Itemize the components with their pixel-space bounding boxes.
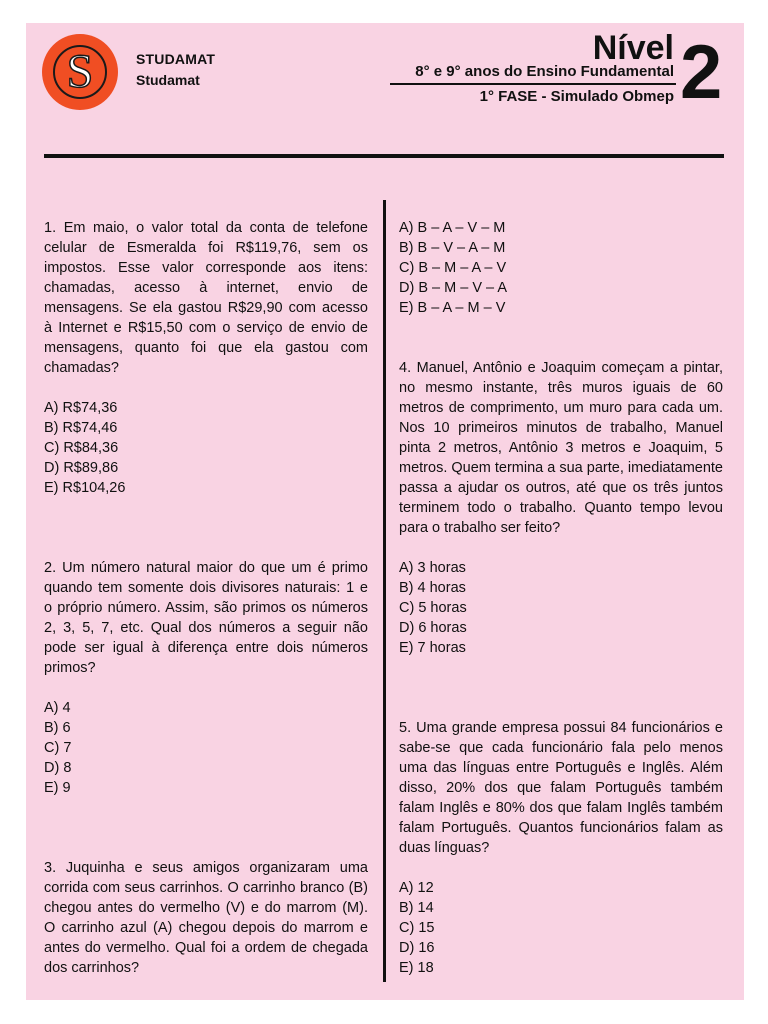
option-b: B) 4 horas: [399, 580, 466, 596]
header-rule: [390, 83, 676, 85]
question-1: [44, 218, 368, 498]
option-a: A) 4: [44, 700, 71, 716]
option-e: E) 9: [44, 780, 71, 796]
option-a: A) R$74,36: [44, 400, 118, 416]
option-e: E) 7 horas: [399, 640, 466, 656]
option-d: D) 16: [399, 940, 435, 956]
option-b: B) 6: [44, 720, 71, 736]
option-d: D) 8: [44, 760, 72, 776]
question-text: 5. Uma grande empresa possui 84 funcionários e sabe-se que cada funcionário fala pelo menos uma das línguas entre Português e Inglês. Além disso, 20% dos que falam Português também falam Inglês e 80% dos que falam Inglês também falam Português. Quantos funcionários falam as duas línguas?: [399, 720, 723, 856]
column-divider: [383, 200, 386, 982]
option-b: B) 14: [399, 900, 434, 916]
answer-options: [44, 398, 368, 498]
option-b: B) B – V – A – M: [399, 240, 506, 256]
option-e: E) R$104,26: [44, 480, 126, 496]
question-text: 1. Em maio, o valor total da conta de telefone celular de Esmeralda foi R$119,76, sem os impostos. Esse valor corresponde aos itens: chamadas, acesso à internet, envio de mensagens. Se ela gastou R$29,90 com acesso à Internet e R$15,50 com o serviço de envio de mensagens, quanto foi que ela gastou com chamadas?: [44, 220, 368, 376]
option-a: A) B – A – V – M: [399, 220, 506, 236]
level-title: Nível: [592, 29, 674, 67]
question-text: 3. Juquinha e seus amigos organizaram uma corrida com seus carrinhos. O carrinho branco (B) chegou antes do vermelho (V) e do marrom (M). O carrinho azul (A) chegou depois do marrom e antes do vermelho. Qual foi a ordem de chegada dos carrinhos?: [44, 860, 368, 976]
question-3: [44, 858, 368, 978]
phase-line: 1° FASE - Simulado Obmep: [479, 88, 674, 105]
studamat-logo: [42, 34, 118, 110]
question-5: [399, 718, 723, 978]
right-column: [399, 218, 723, 978]
header-divider: [44, 154, 724, 158]
option-e: E) B – A – M – V: [399, 300, 506, 316]
answer-options: [44, 698, 368, 798]
logo-letter: S: [66, 45, 94, 98]
option-d: D) B – M – V – A: [399, 280, 507, 296]
option-d: D) 6 horas: [399, 620, 467, 636]
option-c: C) 15: [399, 920, 435, 936]
option-d: D) R$89,86: [44, 460, 119, 476]
option-c: C) 7: [44, 740, 72, 756]
answer-options: [399, 878, 723, 978]
brand-name: STUDAMAT: [136, 51, 216, 67]
brand-subtitle: Studamat: [136, 72, 200, 88]
option-c: C) B – M – A – V: [399, 260, 507, 276]
option-c: C) 5 horas: [399, 600, 467, 616]
left-column: [44, 218, 368, 978]
option-c: C) R$84,36: [44, 440, 119, 456]
question-text: 4. Manuel, Antônio e Joaquim começam a pintar, no mesmo instante, três muros iguais de 60 metros de comprimento, um muro para cada um. Nos 10 primeiros minutos de trabalho, Manuel pinta 2 metros, Antônio 3 metros e Joaquim, 5 metros. Quem termina a sua parte, imediatamente passa a ajudar os outros, até que os três juntos terminem todo o trabalho. Quanto tempo levou para o trabalho ser feito?: [399, 360, 723, 536]
option-a: A) 3 horas: [399, 560, 466, 576]
question-text: 2. Um número natural maior do que um é primo quando tem somente dois divisores naturais: 1 e o próprio número. Assim, são primos os números 2, 3, 5, 7, etc. Qual dos números a seguir não pode ser igual à diferença entre dois números primos?: [44, 560, 368, 676]
option-b: B) R$74,46: [44, 420, 118, 436]
answer-options: [399, 558, 723, 658]
question-4: [399, 358, 723, 658]
level-number: 2: [680, 30, 723, 115]
option-e: E) 18: [399, 960, 434, 976]
option-a: A) 12: [399, 880, 434, 896]
question-2: [44, 558, 368, 798]
grades-line: 8° e 9° anos do Ensino Fundamental: [415, 63, 674, 80]
question-3-options: [399, 218, 723, 318]
